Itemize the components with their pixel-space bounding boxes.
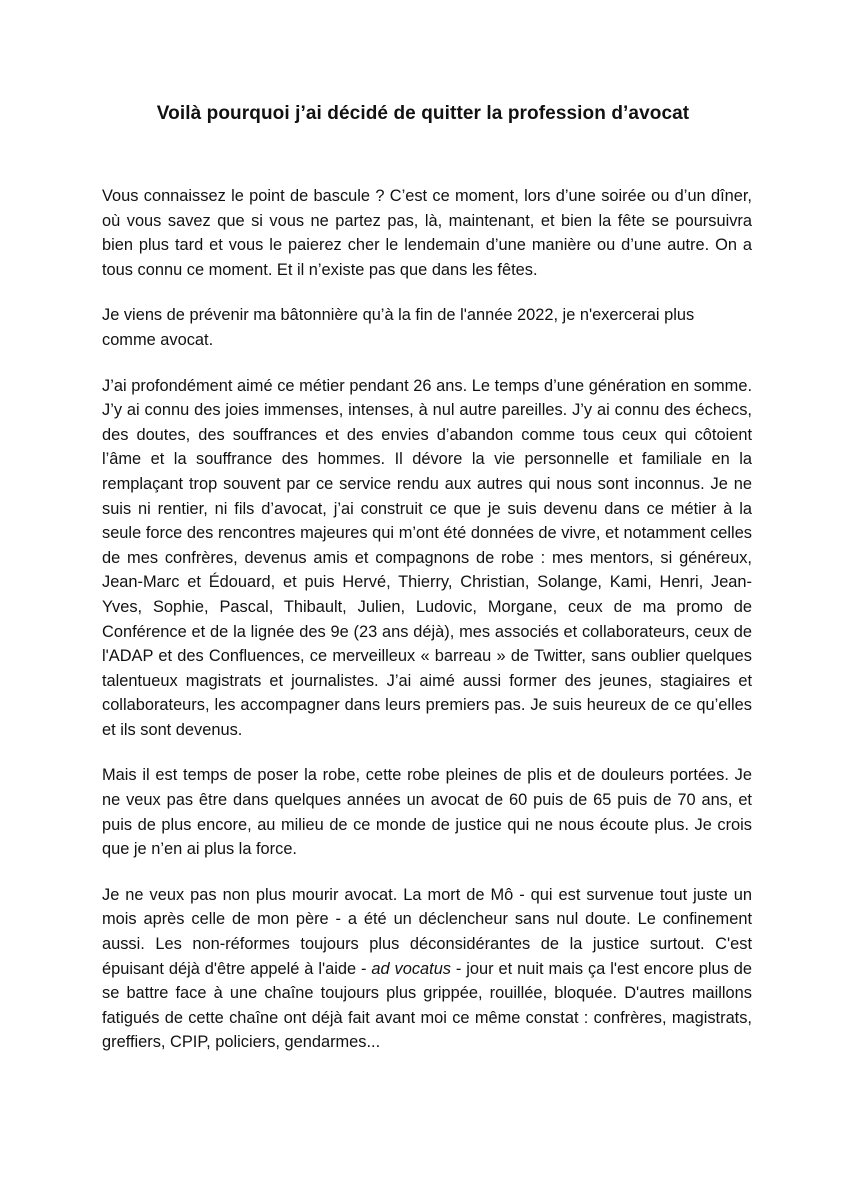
paragraph-5-italic: ad vocatus <box>371 959 452 978</box>
paragraph-1: Vous connaissez le point de bascule ? C’est ce moment, lors d’une soirée ou d’un dîner, où vous savez que si vous ne partez pas, là, maintenant, et bien la fête se poursuivra bien plus tard et vous le paierez cher le lendemain d’une manière ou d’une autre. On a tous connu ce moment. Et il n’existe pas que dans les fêtes. <box>102 187 752 279</box>
document-body <box>102 184 752 1076</box>
paragraph-5-part-2: - jour et nuit mais ça l'est encore plus de se battre face à une chaîne toujours plus grippée, rouillée, bloquée. D'autres maillons fatigués de cette chaîne ont déjà fait avant moi ce même constat : confrères, magistrats, greffiers, CPIP, policiers, gendarmes... <box>102 959 752 1052</box>
document-title: Voilà pourquoi j’ai décidé de quitter la profession d’avocat <box>156 103 690 124</box>
paragraph-4: Mais il est temps de poser la robe, cette robe pleines de plis et de douleurs portées. Je ne veux pas être dans quelques années un avocat de 60 puis de 65 puis de 70 ans, et puis de plus encore, au milieu de ce monde de justice qui ne nous écoute plus. Je crois que je n’en ai plus la force. <box>102 766 752 859</box>
paragraph-2: Je viens de prévenir ma bâtonnière qu’à la fin de l'année 2022, je n'exercerai plus comme avocat. <box>102 306 695 349</box>
paragraph-5-part-1: Je ne veux pas non plus mourir avocat. La mort de Mô - qui est survenue tout juste un mois après celle de mon père - a été un déclencheur sans nul doute. Le confinement aussi. Les non-réformes toujours plus déconsidérantes de la justice surtout. C'est épuisant déjà d'être appelé à l'aide - <box>102 885 752 978</box>
paragraph-3: J’ai profondément aimé ce métier pendant 26 ans. Le temps d’une génération en somme. J’y ai connu des joies immenses, intenses, à nul autre pareilles. J’y ai connu des échecs, des doutes, des souffrances et des envies d’abandon comme tous ceux qui côtoient l’âme et la souffrance des hommes. Il dévore la vie personnelle et familiale en la remplaçant trop souvent par ce service rendu aux autres qui nous sont inconnus. Je ne suis ni rentier, ni fils d’avocat, j’ai construit ce que je suis devenu dans ce métier à la seule force des rencontres majeures qui m’ont été données de vivre, et notamment celles de mes confrères, devenus amis et compagnons de robe : mes mentors, si généreux, Jean-Marc et Édouard, et puis Hervé, Thierry, Christian, Solange, Kami, Henri, Jean-Yves, Sophie, Pascal, Thibault, Julien, Ludovic, Morgane, ceux de ma promo de Conférence et de la lignée des 9e (23 ans déjà), mes associés et collaborateurs, ceux de l'ADAP et des Confluences, ce merveilleux « barreau » de Twitter, sans oublier quelques talentueux magistrats et journalistes. J’ai aimé aussi former des jeunes, stagiaires et collaborateurs, les accompagner dans leurs premiers pas. Je suis heureux de ce qu’elles et ils sont devenus. <box>102 376 752 739</box>
paragraph-5 <box>102 883 752 1055</box>
